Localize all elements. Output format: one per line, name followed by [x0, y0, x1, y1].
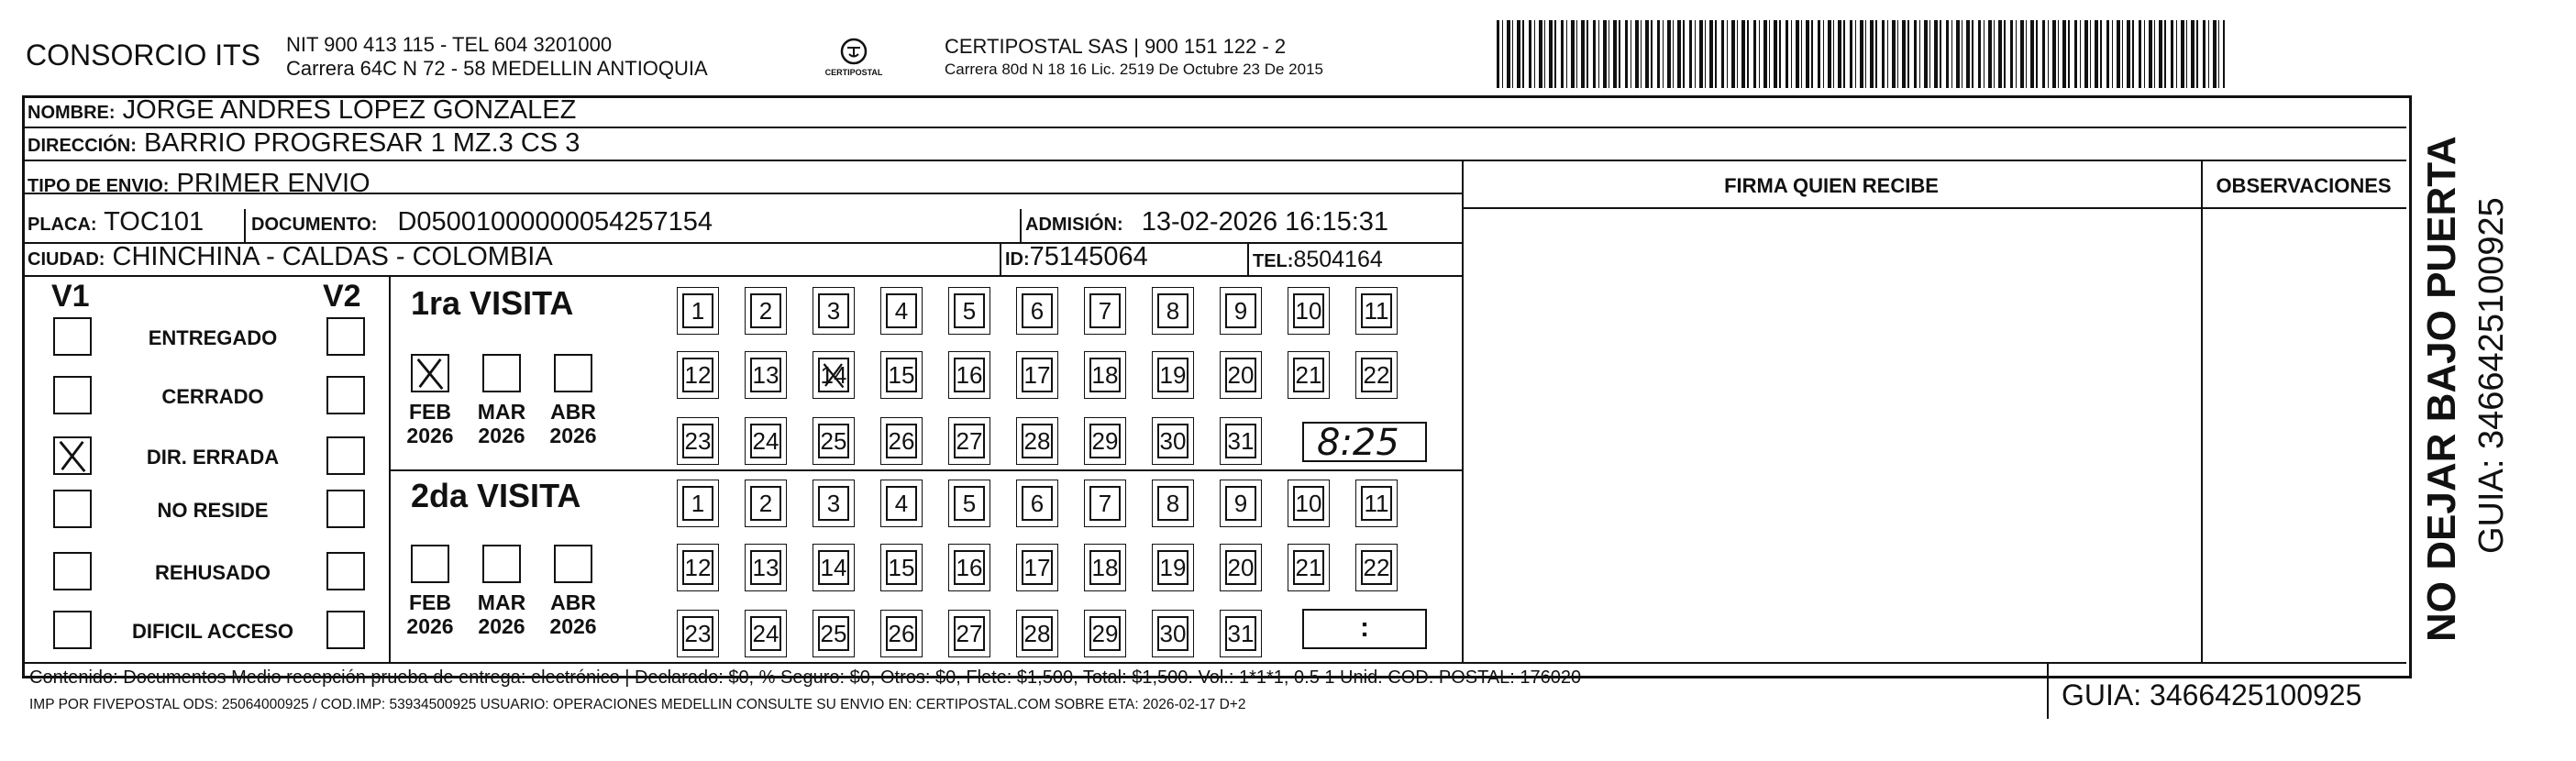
footer-content-line: Contenido: Documentos Medio recepción prueba de entrega: electrónico | Declarado: $0, % Seguro: $0, Otros: $0, Flete: $1,500, Total: $1,500. Vol.: 1*1*1, 0.5 1 Unid. COD. POSTAL: 176020 — [29, 667, 1582, 688]
day-box[interactable]: 24 — [750, 424, 781, 458]
day-box[interactable]: 20 — [1225, 550, 1256, 585]
admision-label: ADMISIÓN: — [1025, 215, 1123, 235]
day-box[interactable]: 12 — [682, 358, 713, 392]
day-box[interactable]: 1 — [682, 293, 713, 328]
month-name: MAR — [477, 590, 526, 614]
v2-checkbox[interactable] — [326, 611, 365, 649]
status-label: DIR. ERRADA — [146, 446, 280, 469]
v1-header: V1 — [51, 279, 90, 314]
month-year: 2026 — [549, 424, 597, 447]
day-box[interactable]: 11 — [1361, 293, 1392, 328]
status-label: DIFICIL ACCESO — [131, 620, 293, 643]
day-box[interactable]: 12 — [682, 550, 713, 585]
carrier-name: CERTIPOSTAL SAS | 900 151 122 - 2 — [945, 35, 1287, 58]
day-box[interactable]: 18 — [1089, 358, 1121, 392]
tipo-envio-row — [28, 169, 370, 199]
month-year: 2026 — [478, 424, 525, 447]
barcode — [1497, 20, 2225, 88]
side-notice: NO DEJAR BAJO PUERTA — [2419, 136, 2464, 642]
month-checkbox[interactable] — [482, 354, 521, 392]
month-label — [543, 590, 603, 638]
check-mark-icon — [55, 438, 90, 473]
v1-checkbox[interactable] — [53, 436, 92, 475]
month-label — [400, 590, 460, 638]
day-box[interactable]: 2 — [750, 486, 781, 521]
day-box[interactable]: 28 — [1022, 424, 1053, 458]
day-box[interactable]: 6 — [1022, 293, 1053, 328]
month-name: FEB — [409, 400, 451, 424]
day-box[interactable]: 5 — [954, 293, 985, 328]
documento-row — [251, 207, 713, 237]
side-guia: GUIA: 3466425100925 — [2472, 197, 2511, 554]
month-checkbox[interactable] — [411, 545, 449, 583]
day-box[interactable]: 27 — [954, 616, 985, 651]
day-box[interactable]: 31 — [1225, 616, 1256, 651]
v2-header: V2 — [323, 279, 361, 314]
day-box[interactable]: 10 — [1293, 293, 1324, 328]
month-label — [471, 400, 532, 447]
placa-label: PLACA: — [28, 215, 97, 235]
month-year: 2026 — [406, 424, 454, 447]
day-box[interactable]: 26 — [886, 616, 917, 651]
month-year: 2026 — [406, 614, 454, 638]
day-box[interactable]: 25 — [818, 424, 849, 458]
v1-checkbox[interactable] — [53, 317, 92, 356]
footer-guia: GUIA: 3466425100925 — [2062, 678, 2362, 711]
month-checkbox[interactable] — [554, 354, 592, 392]
day-box[interactable]: 16 — [954, 550, 985, 585]
day-box[interactable]: 31 — [1225, 424, 1256, 458]
day-box[interactable]: 23 — [682, 616, 713, 651]
month-checkbox[interactable] — [482, 545, 521, 583]
day-box[interactable]: 29 — [1089, 424, 1121, 458]
documento-value: D05001000000054257154 — [397, 207, 713, 237]
carrier-address: Carrera 80d N 18 16 Lic. 2519 De Octubre 23 De 2015 — [945, 61, 1323, 78]
certipostal-logo-text: CERTIPOSTAL — [824, 68, 883, 77]
day-box[interactable]: 13 — [750, 358, 781, 392]
status-label: ENTREGADO — [148, 326, 278, 349]
footer-print-line: IMP POR FIVEPOSTAL ODS: 25064000925 / COD.IMP: 53934500925 USUARIO: OPERACIONES MEDELLIN CONSULTE SU ENVIO EN: CERTIPOSTAL.COM SOBRE ETA: 2026-02-17 D+2 — [29, 697, 1246, 712]
v2-checkbox[interactable] — [326, 317, 365, 356]
direccion-row — [28, 128, 580, 159]
company-name: CONSORCIO ITS — [26, 39, 261, 72]
ciudad-value: CHINCHINA - CALDAS - COLOMBIA — [112, 242, 553, 271]
direccion-label: DIRECCIÓN: — [28, 136, 137, 156]
month-year: 2026 — [549, 614, 597, 638]
check-mark-icon — [820, 359, 847, 391]
v2-checkbox[interactable] — [326, 376, 365, 414]
day-box[interactable]: 19 — [1157, 550, 1188, 585]
day-box[interactable]: 20 — [1225, 358, 1256, 392]
day-box[interactable]: 2 — [750, 293, 781, 328]
documento-label: DOCUMENTO: — [251, 215, 378, 235]
day-box[interactable]: 7 — [1089, 486, 1121, 521]
day-box[interactable]: 4 — [886, 293, 917, 328]
certipostal-logo — [824, 35, 883, 83]
nombre-row — [28, 95, 576, 126]
v2-checkbox[interactable] — [326, 552, 365, 590]
month-name: MAR — [477, 400, 526, 424]
day-box[interactable]: 22 — [1361, 358, 1392, 392]
month-checkbox[interactable] — [411, 354, 449, 392]
month-name: ABR — [550, 590, 596, 614]
day-box[interactable]: 9 — [1225, 486, 1256, 521]
day-box[interactable]: 29 — [1089, 616, 1121, 651]
month-label — [543, 400, 603, 447]
month-name: ABR — [550, 400, 596, 424]
check-mark-icon — [413, 356, 448, 391]
second-visit-time-colon: : — [1360, 612, 1369, 643]
v1-checkbox[interactable] — [53, 611, 92, 649]
v2-checkbox[interactable] — [326, 490, 365, 528]
v1-checkbox[interactable] — [53, 552, 92, 590]
tel-label: TEL: — [1253, 251, 1294, 271]
day-box[interactable]: 30 — [1157, 616, 1188, 651]
day-box[interactable]: 23 — [682, 424, 713, 458]
id-value: 75145064 — [1029, 242, 1148, 271]
day-box[interactable]: 4 — [886, 486, 917, 521]
day-box[interactable]: 19 — [1157, 358, 1188, 392]
status-label: NO RESIDE — [157, 499, 269, 522]
day-box[interactable]: 15 — [886, 358, 917, 392]
tipo-envio-value: PRIMER ENVIO — [176, 169, 370, 198]
day-box[interactable]: 8 — [1157, 293, 1188, 328]
nombre-value: JORGE ANDRES LOPEZ GONZALEZ — [122, 95, 577, 125]
day-box[interactable]: 14 — [818, 550, 849, 585]
ciudad-label: CIUDAD: — [28, 249, 105, 270]
company-nit: NIT 900 413 115 - TEL 604 3201000 — [286, 33, 613, 56]
v1-checkbox[interactable] — [53, 376, 92, 414]
day-box[interactable]: 9 — [1225, 293, 1256, 328]
day-box[interactable]: 14 — [818, 358, 849, 392]
first-visit-time: 8:25 — [1317, 422, 1399, 464]
status-label: CERRADO — [161, 385, 264, 408]
day-box[interactable]: 10 — [1293, 486, 1324, 521]
admision-row — [1025, 207, 1388, 237]
day-box[interactable]: 25 — [818, 616, 849, 651]
month-checkbox[interactable] — [554, 545, 592, 583]
day-box[interactable]: 17 — [1022, 550, 1053, 585]
day-box[interactable]: 16 — [954, 358, 985, 392]
day-box[interactable]: 22 — [1361, 550, 1392, 585]
day-box[interactable]: 3 — [818, 486, 849, 521]
observaciones-header: OBSERVACIONES — [2216, 174, 2392, 197]
id-row — [1005, 242, 1148, 272]
day-box[interactable]: 27 — [954, 424, 985, 458]
admision-value: 13-02-2026 16:15:31 — [1141, 207, 1389, 237]
day-box[interactable]: 11 — [1361, 486, 1392, 521]
tipo-envio-label: TIPO DE ENVIO: — [28, 176, 170, 196]
firma-header: FIRMA QUIEN RECIBE — [1724, 174, 1939, 197]
day-box[interactable]: 6 — [1022, 486, 1053, 521]
day-box[interactable]: 1 — [682, 486, 713, 521]
nombre-label: NOMBRE: — [28, 103, 116, 123]
placa-value: TOC101 — [104, 207, 205, 237]
day-box[interactable]: 5 — [954, 486, 985, 521]
direccion-value: BARRIO PROGRESAR 1 MZ.3 CS 3 — [143, 128, 580, 158]
month-label — [400, 400, 460, 447]
day-box[interactable]: 28 — [1022, 616, 1053, 651]
day-box[interactable]: 24 — [750, 616, 781, 651]
day-box[interactable]: 7 — [1089, 293, 1121, 328]
v1-checkbox[interactable] — [53, 490, 92, 528]
tel-row — [1253, 244, 1383, 274]
ciudad-row — [28, 242, 553, 272]
second-visit-time-box[interactable] — [1302, 609, 1427, 649]
month-year: 2026 — [478, 614, 525, 638]
day-box[interactable]: 30 — [1157, 424, 1188, 458]
day-box[interactable]: 15 — [886, 550, 917, 585]
company-address: Carrera 64C N 72 - 58 MEDELLIN ANTIOQUIA — [286, 57, 708, 80]
day-box[interactable]: 21 — [1293, 550, 1324, 585]
id-label: ID: — [1005, 249, 1030, 270]
status-label: REHUSADO — [155, 561, 271, 584]
day-box[interactable]: 21 — [1293, 358, 1324, 392]
month-label — [471, 590, 532, 638]
day-box[interactable]: 26 — [886, 424, 917, 458]
day-box[interactable]: 3 — [818, 293, 849, 328]
tel-value: 8504164 — [1293, 247, 1383, 272]
day-box[interactable]: 17 — [1022, 358, 1053, 392]
v2-checkbox[interactable] — [326, 436, 365, 475]
day-box[interactable]: 18 — [1089, 550, 1121, 585]
placa-row — [28, 207, 204, 237]
day-box[interactable]: 13 — [750, 550, 781, 585]
second-visit-title: 2da VISITA — [411, 477, 581, 514]
day-box[interactable]: 8 — [1157, 486, 1188, 521]
first-visit-time-box[interactable] — [1302, 422, 1427, 462]
month-name: FEB — [409, 590, 451, 614]
first-visit-title: 1ra VISITA — [411, 284, 574, 322]
